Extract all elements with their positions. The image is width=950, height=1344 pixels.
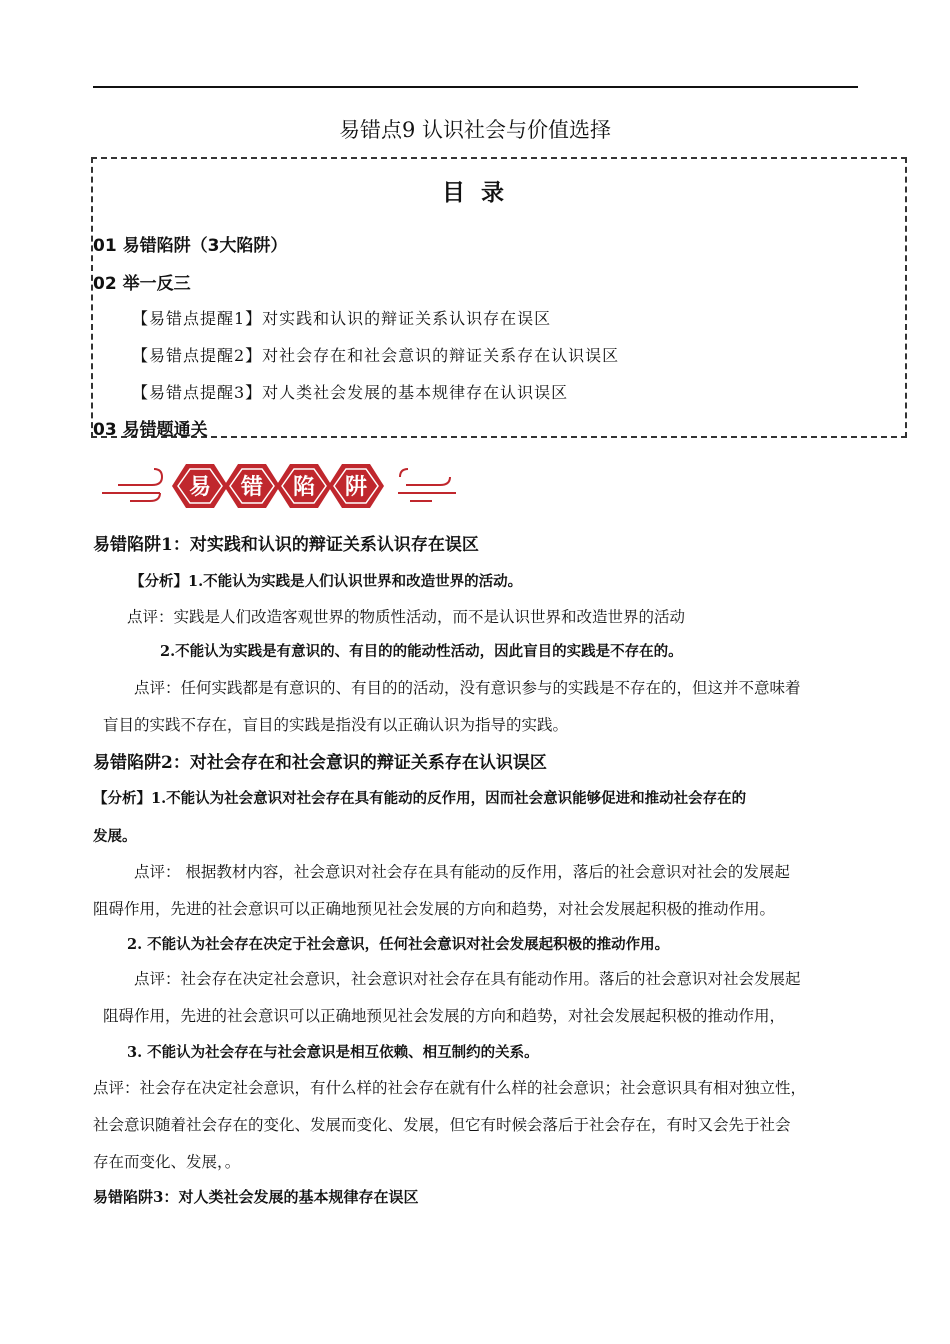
banner-char-3: 陷 <box>292 475 316 500</box>
trap-1-comment-2b: 盲目的实践不存在，盲目的实践是指没有以正确认识为指导的实践。 <box>103 716 569 734</box>
trap-1-analysis-1: 【分析】1.不能认为实践是人们认识世界和改造世界的活动。 <box>130 573 523 590</box>
trap-1-comment-1: 点评：实践是人们改造客观世界的物质性活动，而不是认识世界和改造世界的活动 <box>127 608 686 626</box>
trap-2-analysis-2: 2. 不能认为社会存在决定于社会意识，任何社会意识对社会发展起积极的推动作用。 <box>127 936 670 953</box>
toc-section-1: 01 易错陷阱（3大陷阱） <box>93 236 288 256</box>
document-title: 易错点9 认识社会与价值选择 <box>338 118 612 142</box>
banner-hex-2 <box>224 464 280 508</box>
banner-char-2: 错 <box>240 475 264 500</box>
trap-2-heading: 易错陷阱2：对社会存在和社会意识的辩证关系存在认识误区 <box>93 753 547 773</box>
trap-1-heading: 易错陷阱1：对实践和认识的辩证关系认识存在误区 <box>93 535 479 555</box>
top-rule <box>93 86 858 88</box>
trap-1-comment-2a: 点评：任何实践都是有意识的、有目的的活动，没有意识参与的实践是不存在的，但这并不意味着 <box>134 679 801 697</box>
banner-hex-3 <box>276 464 332 508</box>
banner-char-4: 阱 <box>344 475 368 500</box>
banner-hex-1 <box>172 464 228 508</box>
toc-section-2: 02 举一反三 <box>93 274 191 294</box>
trap-2-comment-2b: 阻碍作用，先进的社会意识可以正确地预见社会发展的方向和趋势，对社会发展起积极的推动作用， <box>103 1007 786 1025</box>
toc-item-1: 【易错点提醒1】对实践和认识的辩证关系认识存在误区 <box>132 309 552 328</box>
trap-2-comment-3b: 社会意识随着社会存在的变化、发展而变化、发展，但它有时候会落后于社会存在，有时又会先于社会 <box>93 1116 791 1134</box>
trap-2-comment-1a: 点评： 根据教材内容，社会意识对社会存在具有能动的反作用，落后的社会意识对社会的发展起 <box>134 863 790 881</box>
toc-heading: 目 录 <box>441 180 508 206</box>
left-cloud-ornament <box>102 469 162 501</box>
banner-hex-4 <box>328 464 384 508</box>
trap-3-heading: 易错陷阱3：对人类社会发展的基本规律存在误区 <box>93 1188 419 1206</box>
toc-section-3: 03 易错题通关 <box>93 420 208 440</box>
trap-2-comment-2a: 点评：社会存在决定社会意识，社会意识对社会存在具有能动作用。落后的社会意识对社会发展起 <box>134 970 801 988</box>
trap-2-analysis-1a: 【分析】1.不能认为社会意识对社会存在具有能动的反作用，因而社会意识能够促进和推动社会存在的 <box>93 790 747 807</box>
trap-2-analysis-1b: 发展。 <box>93 828 137 845</box>
toc-item-3: 【易错点提醒3】对人类社会发展的基本规律存在认识误区 <box>132 383 569 402</box>
banner-trap-graphic <box>100 455 460 517</box>
trap-2-comment-3a: 点评：社会存在决定社会意识，有什么样的社会存在就有什么样的社会意识；社会意识具有相对独立性， <box>93 1079 807 1097</box>
trap-2-comment-1b: 阻碍作用，先进的社会意识可以正确地预见社会发展的方向和趋势，对社会发展起积极的推动作用。 <box>93 900 776 918</box>
trap-2-analysis-3: 3. 不能认为社会存在与社会意识是相互依赖、相互制约的关系。 <box>127 1044 539 1061</box>
trap-2-comment-3c: 存在而变化、发展，。 <box>93 1153 241 1171</box>
right-cloud-ornament <box>398 469 456 501</box>
toc-item-2: 【易错点提醒2】对社会存在和社会意识的辩证关系存在认识误区 <box>132 346 620 365</box>
banner-char-1: 易 <box>188 475 212 500</box>
trap-1-analysis-2: 2.不能认为实践是有意识的、有目的的能动性活动，因此盲目的实践是不存在的。 <box>160 643 683 660</box>
